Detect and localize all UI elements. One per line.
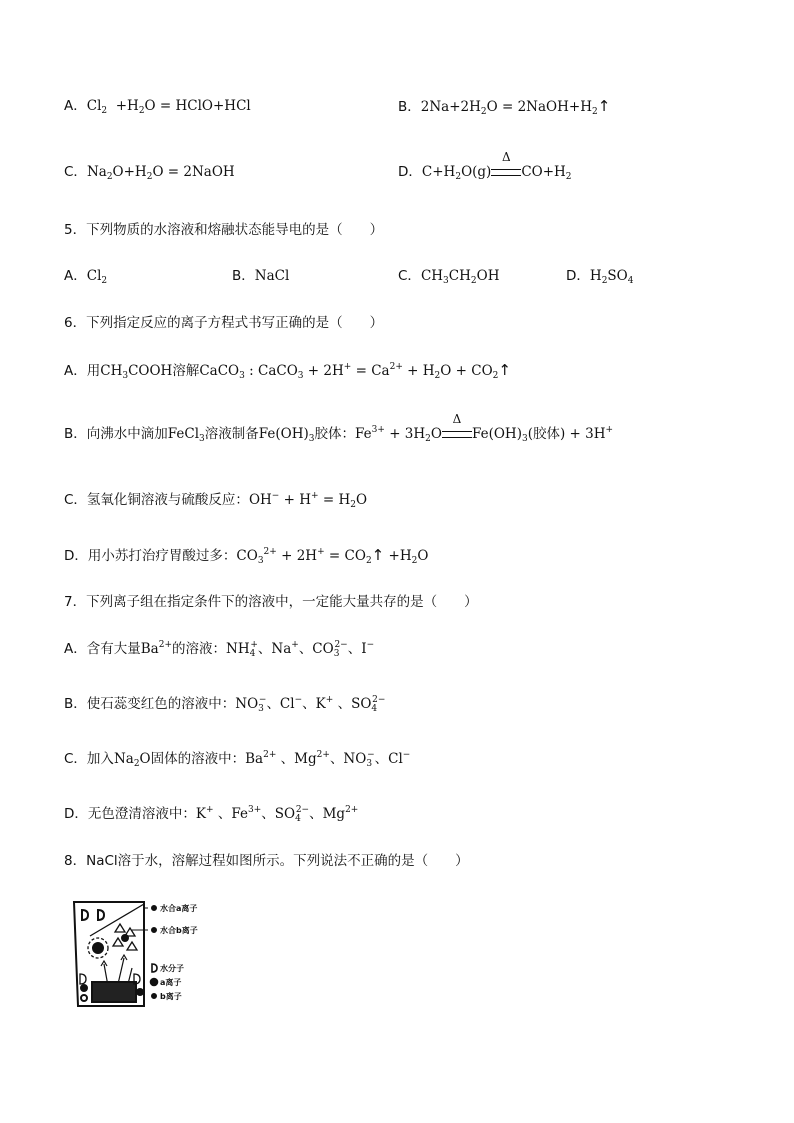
- q5-stem: 5．下列物质的水溶液和熔融状态能导电的是（ ）: [64, 222, 384, 238]
- q4-option-d: D．$C+H_2O(g)$ Δ $CO+H_2$: [398, 150, 572, 182]
- a-ion-icon: [151, 979, 158, 986]
- legend-b-ion: b离子: [160, 992, 182, 1001]
- legend-hydrated-a: 水合a离子: [160, 904, 198, 913]
- nacl-crystal: [92, 982, 136, 1002]
- q7-option-d: D．无色澄清溶液中：K+ 、$Fe^{3+}$、$SO_4^{2-}$、$Mg^{2+}$: [64, 805, 359, 824]
- water-molecule-icon: [152, 964, 157, 972]
- b-ion-icon: [152, 994, 156, 998]
- q6-option-a: A．用$CH_3COOH$溶解CaCO$_3$ : CaCO$_3$ + $2H^+ = Ca^{2+} + H_2O$ + $CO_2↑$: [64, 361, 511, 381]
- q6-option-d: D．用小苏打治疗胃酸过多：$CO_3^{2+} + 2H^+$ = $CO_2↑ +H_2O$: [64, 546, 429, 566]
- q7-stem: 7．下列离子组在指定条件下的溶液中，一定能大量共存的是（ ）: [64, 594, 478, 610]
- q7-option-a: A．含有大量$Ba^{2+}$的溶液：$NH_4^+$、Na+、$CO_3^{2-}$、I−: [64, 640, 375, 659]
- legend-water: 水分子: [160, 964, 184, 973]
- q6-option-c: C．氢氧化铜溶液与硫酸反应：$OH^- + H^+ = H_2O$: [64, 491, 368, 510]
- heating-equals-sign: Δ: [442, 424, 472, 444]
- q7-option-b: B．使石蕊变红色的溶液中：$NO_3^-$、Cl−、K+ 、$SO_4^{2-}$: [64, 695, 386, 714]
- up-arrow-icon: ↑: [371, 546, 385, 564]
- q5-option-d: D．$H_2SO_4$: [566, 268, 634, 286]
- heating-equals-sign: Δ: [491, 162, 521, 182]
- q6-stem: 6．下列指定反应的离子方程式书写正确的是（ ）: [64, 315, 384, 331]
- q6-option-b: B．向沸水中滴加FeCl$_3$溶液制备$Fe(OH)_3$胶体：$Fe^{3+} + 3H_2O$ Δ $Fe(OH)_3$(胶体) + 3H+: [64, 412, 614, 444]
- q8-stem: 8．NaCl溶于水，溶解过程如图所示。下列说法不正确的是（ ）: [64, 853, 469, 869]
- legend-a-ion: a离子: [160, 978, 182, 987]
- q4-option-a: A．$Cl_2 +H_2O$ = HClO+HCl: [64, 98, 251, 116]
- dissolution-figure: [72, 896, 212, 1008]
- q5-option-c: C．$CH_3CH_2OH$: [398, 268, 500, 286]
- up-arrow-icon: ↑: [597, 97, 611, 115]
- q5-option-b: B．NaCl: [232, 268, 290, 284]
- q7-option-c: C．加入$Na_2O$固体的溶液中：$Ba^{2+}$ 、$Mg^{2+}$、$NO_3^-$、Cl−: [64, 750, 411, 769]
- up-arrow-icon: ↑: [498, 361, 511, 379]
- hydrated-a-ion-icon: [93, 943, 103, 953]
- water-molecule-icon: [98, 910, 104, 920]
- q5-option-a: A．$Cl_2$: [64, 268, 108, 286]
- legend-hydrated-b: 水合b离子: [160, 926, 198, 935]
- nacl-dissolution-diagram: [72, 896, 212, 1008]
- hydrated-b-ion-icon: [122, 935, 128, 941]
- q4-option-b: B．$2Na+2H_2O$ = $2NaOH+H_2↑$: [398, 97, 611, 117]
- q4-option-c: C．$Na_2O+H_2O$ = 2NaOH: [64, 164, 235, 182]
- water-molecule-icon: [82, 910, 88, 920]
